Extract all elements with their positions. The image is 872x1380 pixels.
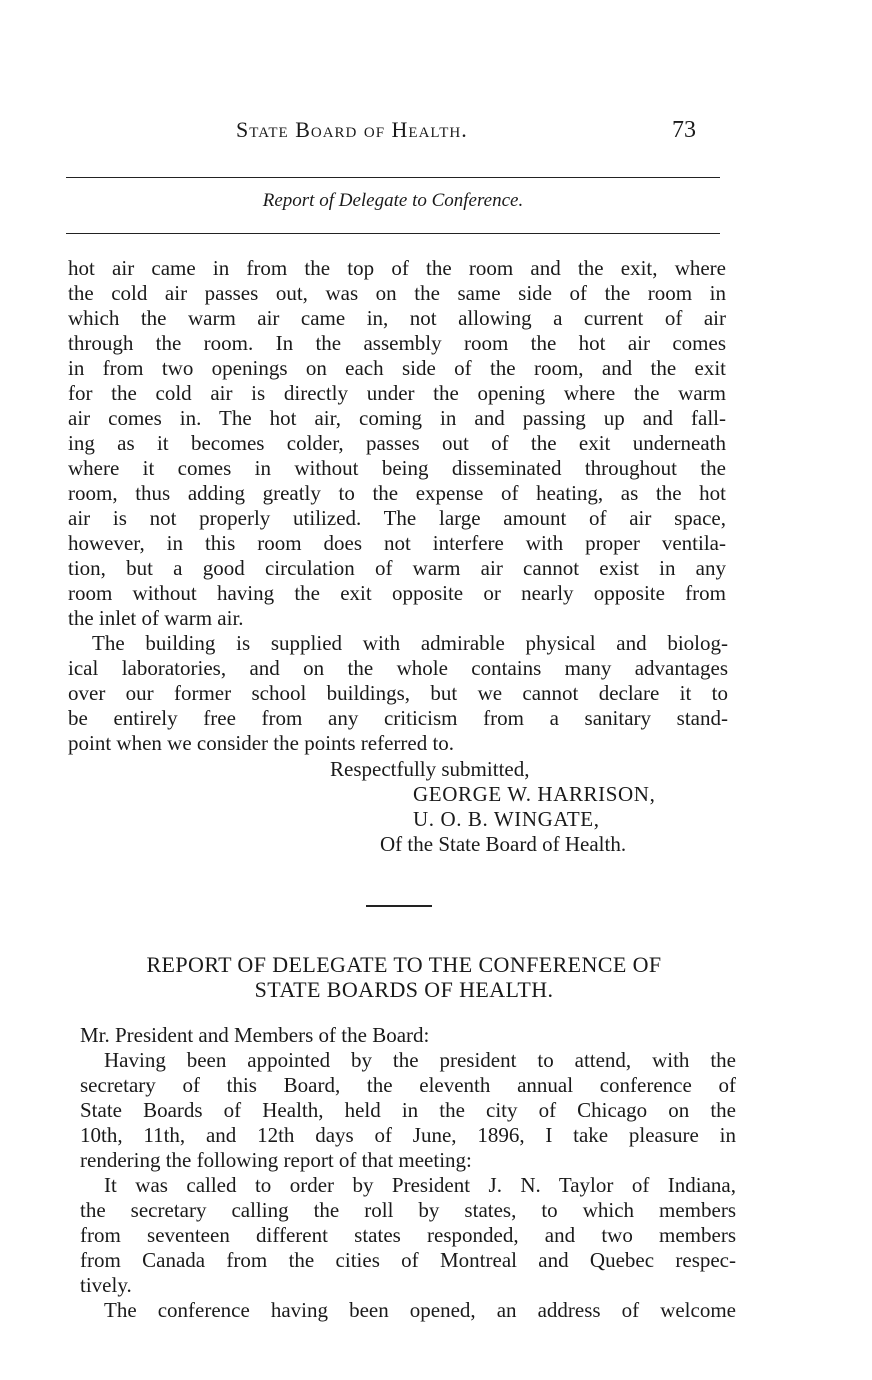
signoff-affiliation: Of the State Board of Health.: [380, 832, 627, 856]
signoff-closing: Respectfully submitted,: [330, 757, 530, 781]
text-line: from seventeen different states responded, and two members: [80, 1223, 736, 1247]
text-line: however, in this room does not interfere with proper ventila-: [68, 531, 726, 555]
paragraph-building: [68, 631, 728, 756]
text-line: ical laboratories, and on the whole contains many advantages: [68, 656, 728, 680]
text-line: Having been appointed by the president to attend, with the: [104, 1048, 736, 1072]
salutation: Mr. President and Members of the Board:: [80, 1023, 430, 1047]
report-title-line: STATE BOARDS OF HEALTH.: [254, 977, 554, 1002]
text-line: State Boards of Health, held in the city of Chicago on the: [80, 1098, 736, 1122]
text-line: the secretary calling the roll by states, to which members: [80, 1198, 736, 1222]
text-line: tion, but a good circulation of warm air cannot exist in any: [68, 556, 726, 580]
text-line: for the cold air is directly under the opening where the warm: [68, 381, 726, 405]
running-head: State Board of Health.: [236, 117, 468, 142]
text-line: hot air came in from the top of the room and the exit, where: [68, 256, 726, 280]
text-line: the cold air passes out, was on the same side of the room in: [68, 281, 726, 305]
paragraph-report: [80, 1023, 736, 1323]
report-title-line: REPORT OF DELEGATE TO THE CONFERENCE OF: [146, 952, 662, 977]
text-line: tively.: [80, 1273, 132, 1297]
text-line: be entirely free from any criticism from a sanitary stand-: [68, 706, 728, 730]
text-line: over our former school buildings, but we cannot declare it to: [68, 681, 728, 705]
text-line: 10th, 11th, and 12th days of June, 1896, I take pleasure in: [80, 1123, 736, 1147]
text-line: rendering the following report of that meeting:: [80, 1148, 472, 1172]
text-line: secretary of this Board, the eleventh annual conference of: [80, 1073, 736, 1097]
text-line: room without having the exit opposite or nearly opposite from: [68, 581, 726, 605]
text-line: through the room. In the assembly room the hot air comes: [68, 331, 726, 355]
section-divider: [366, 905, 432, 907]
text-line: The building is supplied with admirable physical and biolog-: [92, 631, 728, 655]
signoff-name: U. O. B. WINGATE,: [413, 807, 600, 831]
header-rule-top: [66, 177, 720, 178]
text-line: ing as it becomes colder, passes out of the exit underneath: [68, 431, 726, 455]
text-line: the inlet of warm air.: [68, 606, 244, 630]
page-number: 73: [672, 117, 696, 143]
text-line: where it comes in without being disseminated throughout the: [68, 456, 726, 480]
header-rule-bottom: [66, 233, 720, 234]
text-line: in from two openings on each side of the room, and the exit: [68, 356, 726, 380]
text-line: air is not properly utilized. The large amount of air space,: [68, 506, 726, 530]
text-line: point when we consider the points referred to.: [68, 731, 455, 755]
text-line: It was called to order by President J. N. Taylor of Indiana,: [104, 1173, 736, 1197]
text-line: room, thus adding greatly to the expense of heating, as the hot: [68, 481, 726, 505]
report-title: [0, 952, 808, 1002]
text-line: air comes in. The hot air, coming in and passing up and fall-: [68, 406, 726, 430]
paragraph-ventilation: [68, 256, 726, 631]
text-line: The conference having been opened, an address of welcome: [104, 1298, 736, 1322]
section-caption: Report of Delegate to Conference.: [262, 190, 524, 211]
text-line: which the warm air came in, not allowing a current of air: [68, 306, 726, 330]
signoff-name: GEORGE W. HARRISON,: [413, 782, 656, 806]
text-line: from Canada from the cities of Montreal and Quebec respec-: [80, 1248, 736, 1272]
